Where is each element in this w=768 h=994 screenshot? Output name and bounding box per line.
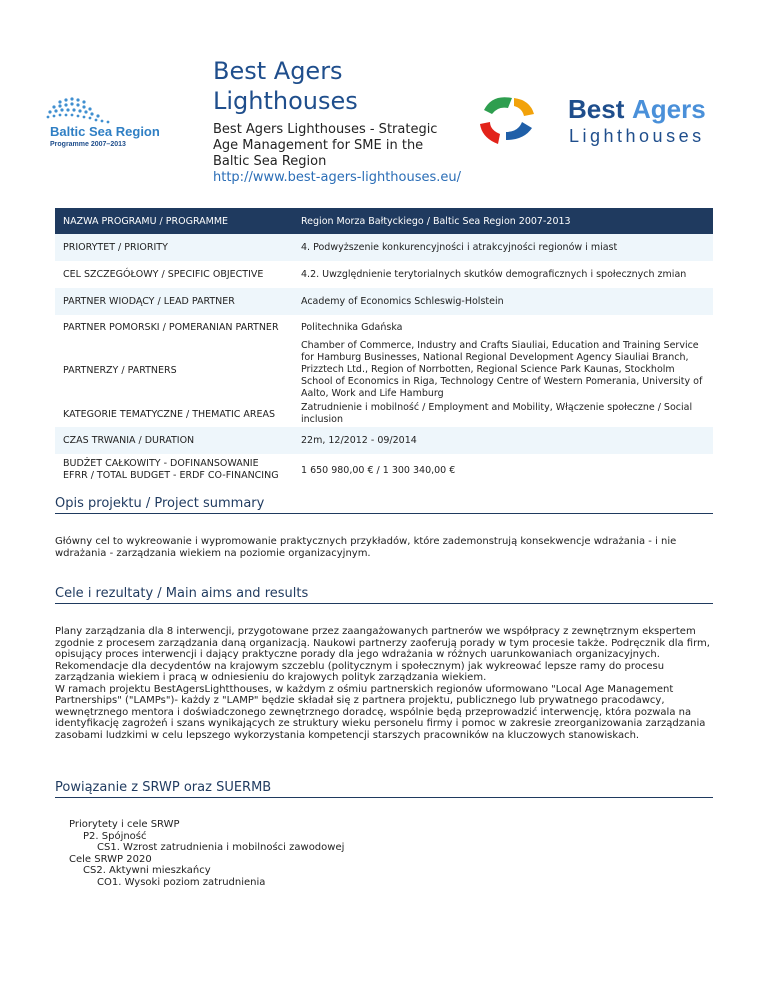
page-title: Best Agers Lighthouses	[213, 57, 358, 115]
summary-text: Główny cel to wykreowanie i wypromowanie praktycznych przykładów, które zademonstrują konsekwencje wdrażania - i nie wdrażania - zarządzania wiekiem na poziomie organizacyjnym.	[55, 536, 677, 559]
row-value: Politechnika Gdańska	[301, 321, 403, 333]
table-row	[55, 315, 713, 339]
table-row	[55, 454, 713, 486]
row-key: CEL SZCZEGÓŁOWY / SPECIFIC OBJECTIVE	[63, 269, 264, 280]
baltic-logo-text: Baltic Sea Region	[50, 124, 160, 139]
tree-item: P2. Spójność	[83, 830, 147, 842]
aims-paragraph-1: Plany zarządzania dla 8 interwencji, przygotowane przez zaangażowanych partnerów we współpracy z zewnętrznym ekspertem zgodnie z procesem zarządzania daną organizacją. Naukowi partnerzy zaoferują porady w tym procesie także. Podręcznik dla firm, opisujący proces interwencji i dający praktyczne porady dla jego wdrażania w różnych uarunkowaniach organizacyjnych. Rekomendacje dla decydentów na krajowym szczeblu (politycznym i społecznym) jak wykreować lepsze ramy do procesu zarządzania wiekiem i pracą w odniesieniu do krajowych polityk zarządzania wiekiem.	[55, 626, 710, 683]
row-key: PARTNER WIODĄCY / LEAD PARTNER	[55, 288, 293, 315]
baltic-sea-region-logo	[40, 92, 190, 152]
srwp-heading: Powiązanie z SRWP oraz SUERMB	[55, 780, 713, 798]
row-key: PRIORYTET / PRIORITY	[55, 234, 293, 261]
row-key: KATEGORIE TEMATYCZNE / THEMATIC AREAS	[63, 408, 276, 420]
table-row	[55, 401, 713, 427]
row-value: Academy of Economics Schleswig-Holstein	[293, 288, 713, 315]
row-key: NAZWA PROGRAMU / PROGRAMME	[55, 208, 293, 234]
summary-heading: Opis projektu / Project summary	[55, 496, 713, 514]
baltic-logo-subtext: Programme 2007–2013	[50, 141, 126, 148]
aims-heading: Cele i rezultaty / Main aims and results	[55, 586, 713, 604]
row-value: Chamber of Commerce, Industry and Crafts Siauliai, Education and Training Service for Hamburg Businesses, National Regional Development Agency Siauliai Branch, Prizztech Ltd., Region of Norrbotten, Regional Science Park Kaunas, Stockholm School of Economics in Riga, Technology Centre of Western Pomerania, University of Aalto, Work and Life Hamburg	[301, 340, 703, 399]
row-value: Region Morza Bałtyckiego / Baltic Sea Region 2007-2013	[293, 208, 713, 234]
row-key: BUDŻET CAŁKOWITY - DOFINANSOWANIE EFRR / TOTAL BUDGET - ERDF CO-FINANCING	[63, 458, 279, 481]
row-key: PARTNERZY / PARTNERS	[63, 364, 177, 376]
table-row	[55, 288, 713, 315]
tree-item: CS2. Aktywni mieszkańcy	[83, 865, 211, 876]
aims-text	[55, 626, 713, 741]
aims-paragraph-2: W ramach projektu BestAgersLightthouses, w każdym z ośmiu partnerskich regionów uformowano "Local Age Management Partnerships" ("LAMPs")- każdy z "LAMP" będzie składał się z partnera projektu, publicznego lub prywatnego pracodawcy, wewnętrznego mentora i doświadczonego zewnętrznego doradcę, wspólnie będą przeprowadzić interwencję, która pozwala na identyfikację zagrożeń i szans wynikających ze struktury wieku personelu firmy i pomoc w zakresie zreorganizowania zarządzania zasobami ludzkimi w celu lepszego wykorzystania kompetencji starszych pracowników na kluczowych stanowiskach.	[55, 683, 706, 741]
tree-item: Cele SRWP 2020	[69, 853, 152, 865]
header	[0, 0, 768, 200]
table-row	[55, 427, 713, 454]
tree-item: CO1. Wysoki poziom zatrudnienia	[97, 876, 266, 888]
srwp-tree	[69, 819, 344, 888]
row-value: Zatrudnienie i mobilność / Employment and Mobility, Włączenie społeczne / Social inclusion	[301, 402, 693, 425]
row-value: 1 650 980,00 € / 1 300 340,00 €	[301, 464, 456, 476]
tree-item: CS1. Wzrost zatrudnienia i mobilności zawodowej	[97, 842, 345, 853]
project-url-link[interactable]: http://www.best-agers-lighthouses.eu/	[213, 170, 462, 185]
page-subtitle: Best Agers Lighthouses - Strategic Age Management for SME in the Baltic Sea Region	[213, 122, 438, 169]
tree-item: Priorytety i cele SRWP	[69, 819, 180, 830]
row-value: 4.2. Uwzględnienie terytorialnych skutków demograficznych i społecznych zmian	[301, 269, 687, 280]
table-row	[55, 339, 713, 401]
best-agers-logo-lighthouses: Lighthouses	[569, 126, 705, 146]
row-key: PARTNER POMORSKI / POMERANIAN PARTNER	[63, 321, 279, 333]
row-value: 4. Podwyższenie konkurencyjności i atrakcyjności regionów i miast	[293, 234, 713, 261]
table-row	[55, 208, 713, 234]
best-agers-logo-best: Best	[568, 94, 625, 124]
table-row	[55, 234, 713, 261]
table-row	[55, 261, 713, 288]
row-value: 22m, 12/2012 - 09/2014	[293, 427, 713, 454]
best-agers-logo	[478, 88, 728, 150]
best-agers-logo-agers: Agers	[632, 94, 706, 124]
project-info-table	[55, 208, 713, 486]
title-block	[213, 56, 463, 186]
row-key: CZAS TRWANIA / DURATION	[55, 427, 293, 454]
